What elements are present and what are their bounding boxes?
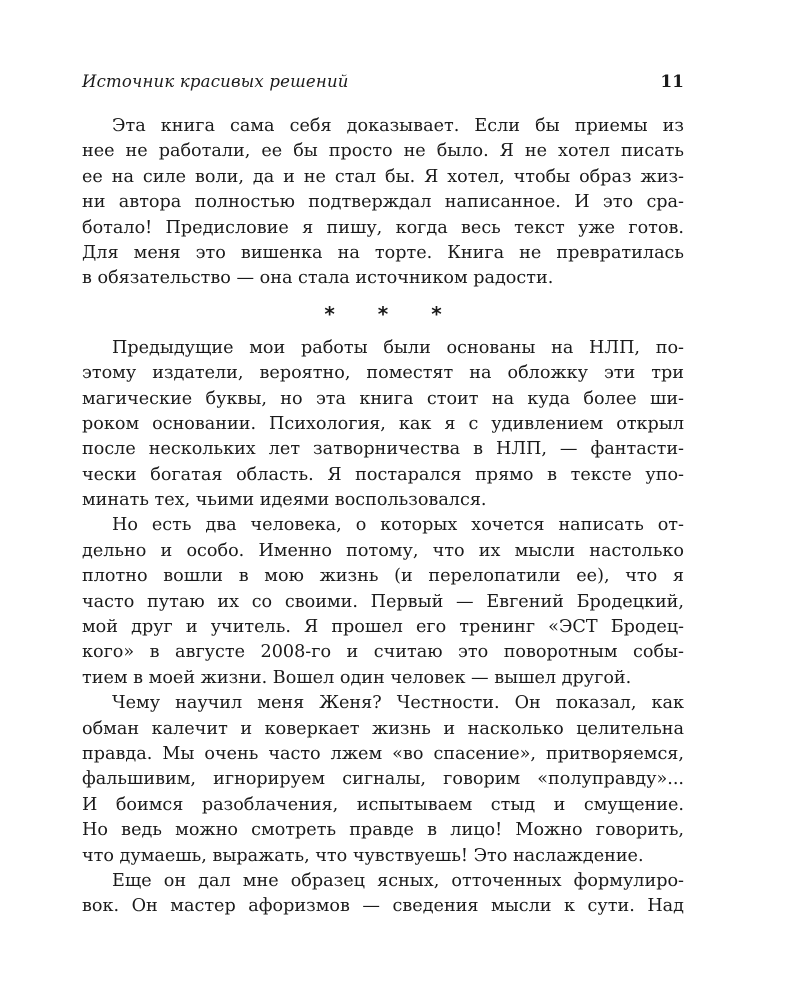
text-line: часто путаю их со своими. Первый — Евгений Бродецкий,: [82, 591, 684, 612]
text-line: кого» в августе 2008-го и считаю это поворотным собы-: [82, 642, 684, 663]
text-line: Эта книга сама себя доказывает. Если бы приемы из: [112, 116, 684, 136]
text-line: роком основании. Психология, как я с удивлением открыл: [82, 413, 684, 434]
text-line: этому издатели, вероятно, поместят на обложку эти три: [82, 363, 684, 384]
text-line: вок. Он мастер афоризмов — сведения мысли к сути. Над: [82, 896, 684, 917]
text-line: тием в моей жизни. Вошел один человек — вышел другой.: [82, 667, 632, 688]
text-line: дельно и особо. Именно потому, что их мысли настолько: [82, 540, 684, 561]
text-line: ее на силе воли, да и не стал бы. Я хотел, чтобы образ жиз-: [82, 166, 684, 187]
text-line: правда. Мы очень часто лжем «во спасение», притворяемся,: [82, 743, 684, 764]
running-header-title: Источник красивых решений: [82, 72, 349, 91]
section-separator: * * *: [324, 301, 460, 326]
text-line: мой друг и учитель. Я прошел его тренинг «ЭСТ Бродец-: [82, 617, 684, 638]
text-line: что думаешь, выражать, что чувствуешь! Это наслаждение.: [82, 845, 644, 866]
book-page: [82, 72, 684, 920]
text-line: Но ведь можно смотреть правде в лицо! Можно говорить,: [82, 820, 684, 841]
text-line: фальшивим, игнорируем сигналы, говорим «полуправду»...: [82, 769, 684, 790]
text-line: чески богатая область. Я постарался прямо в тексте упо-: [82, 464, 684, 485]
paragraph-1: [82, 114, 684, 292]
running-header: [82, 72, 684, 102]
text-line: Но есть два человека, о которых хочется написать от-: [112, 515, 684, 536]
paragraph-5: [82, 869, 684, 920]
paragraph-3: [82, 513, 684, 691]
text-line: Еще он дал мне образец ясных, отточенных формулиро-: [112, 870, 684, 891]
text-line: И боимся разоблачения, испытываем стыд и смущение.: [82, 794, 684, 815]
page-number: 11: [660, 72, 684, 92]
paragraph-4: [82, 691, 684, 869]
text-line: в обязательство — она стала источником радости.: [82, 268, 554, 289]
text-line: магические буквы, но эта книга стоит на куда более ши-: [82, 388, 684, 409]
text-line: нее не работали, ее бы просто не было. Я не хотел писать: [82, 141, 684, 162]
text-line: ни автора полностью подтверждал написанное. И это сра-: [82, 192, 684, 213]
paragraph-2: [82, 336, 684, 514]
text-line: ботало! Предисловие я пишу, когда весь текст уже готов.: [82, 217, 684, 238]
text-line: минать тех, чьими идеями воспользовался.: [82, 490, 487, 511]
text-line: обман калечит и коверкает жизнь и насколько целительна: [82, 718, 684, 739]
text-line: Чему научил меня Женя? Честности. Он показал, как: [112, 693, 684, 714]
text-line: после нескольких лет затворничества в НЛП, — фантасти-: [82, 439, 684, 460]
text-line: Для меня это вишенка на торте. Книга не превратилась: [82, 242, 684, 263]
text-line: плотно вошли в мою жизнь (и перелопатили ее), что я: [82, 566, 684, 587]
text-line: Предыдущие мои работы были основаны на НЛП, по-: [112, 337, 684, 358]
